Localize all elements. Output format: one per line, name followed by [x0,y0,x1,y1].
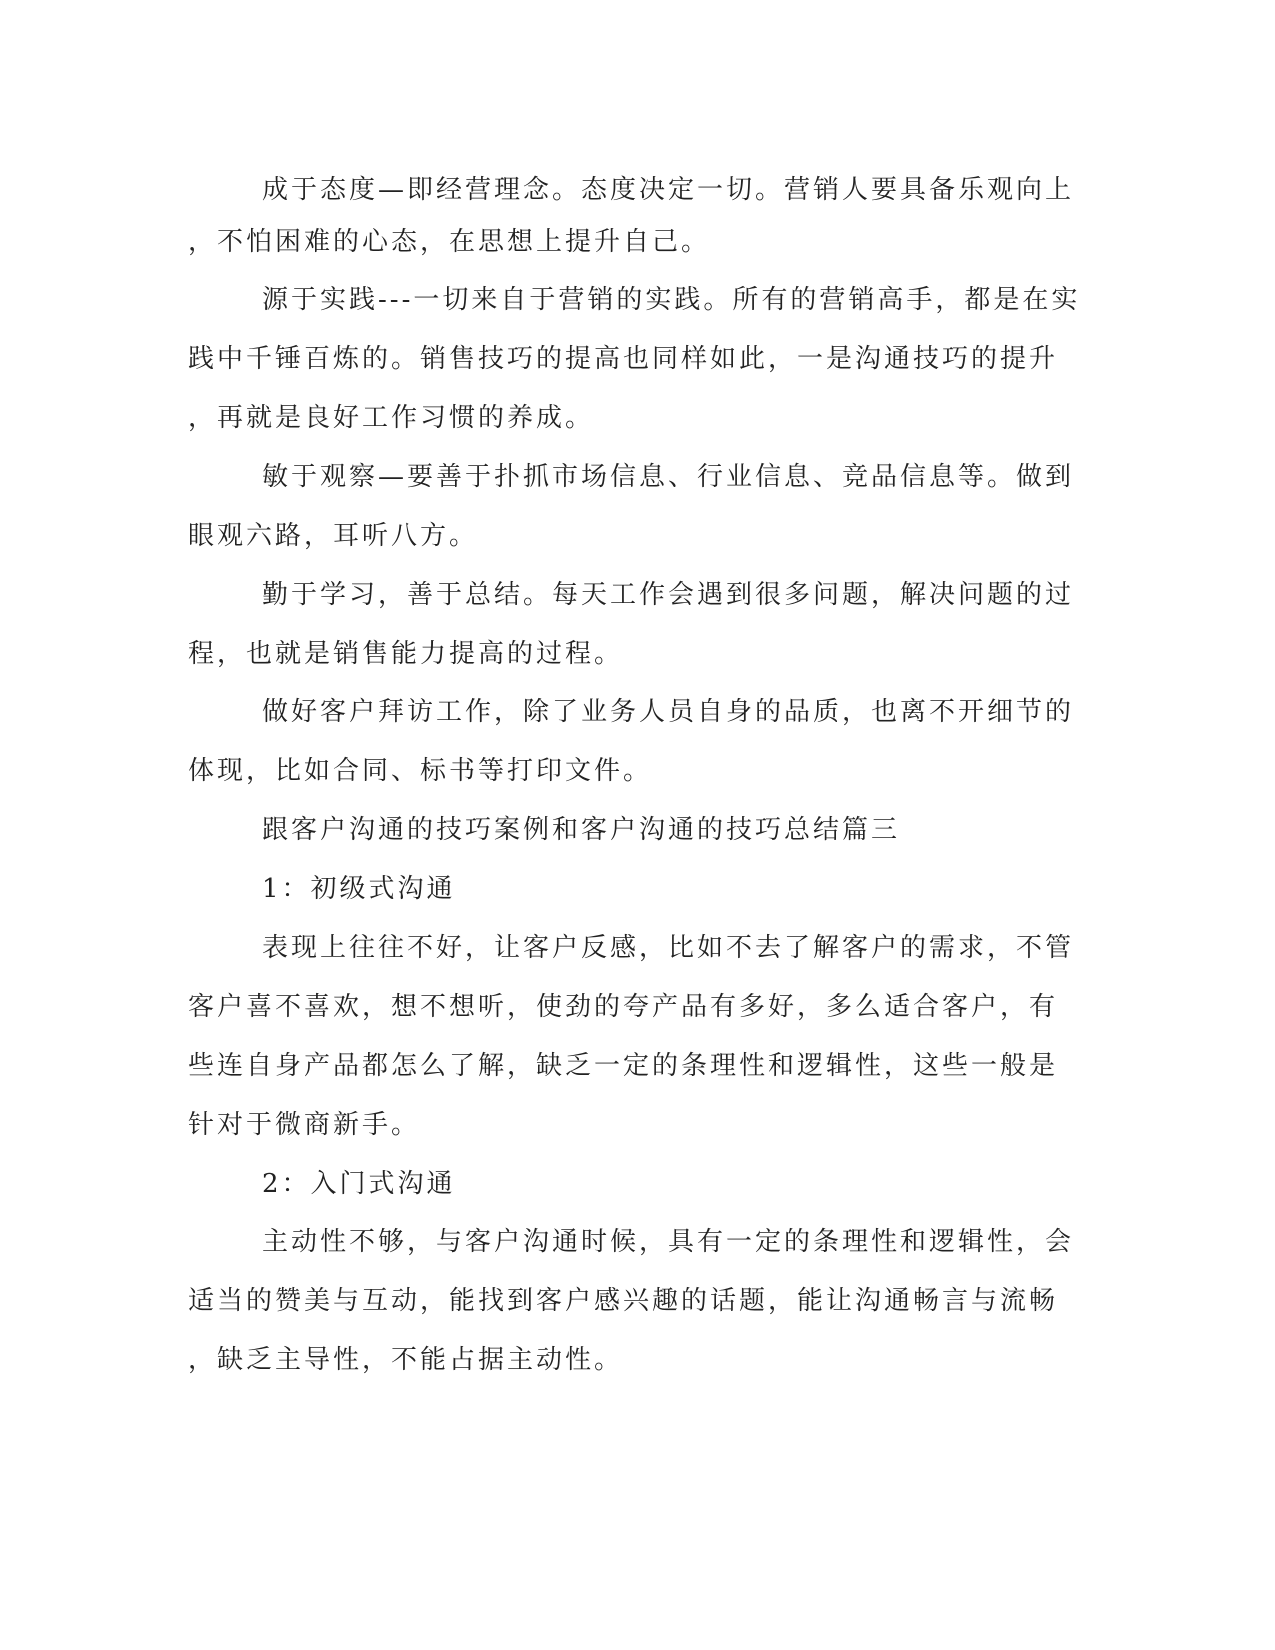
paragraph-line: 体现，比如合同、标书等打印文件。 [188,756,653,786]
paragraph-line: ，再就是良好工作习惯的养成。 [188,403,595,433]
paragraph-line: 主动性不够，与客户沟通时候，具有一定的条理性和逻辑性，会 [262,1227,1075,1257]
paragraph-line: 客户喜不喜欢，想不想听，使劲的夸产品有多好，多么适合客户，有 [188,992,1059,1022]
paragraph-line: 程，也就是销售能力提高的过程。 [188,639,624,669]
paragraph-line: 做好客户拜访工作，除了业务人员自身的品质，也离不开细节的 [262,697,1075,727]
subsection-heading: 2：入门式沟通 [262,1169,456,1199]
section-heading: 跟客户沟通的技巧案例和客户沟通的技巧总结篇三 [262,815,901,845]
paragraph-line: ，不怕困难的心态，在思想上提升自己。 [188,227,711,257]
paragraph-line: 勤于学习，善于总结。每天工作会遇到很多问题，解决问题的过 [262,580,1075,610]
paragraph-line: 针对于微商新手。 [188,1110,421,1140]
paragraph-line: 表现上往往不好，让客户反感，比如不去了解客户的需求，不管 [262,933,1075,963]
paragraph-line: 适当的赞美与互动，能找到客户感兴趣的话题，能让沟通畅言与流畅 [188,1286,1059,1316]
paragraph-line: 成于态度—即经营理念。态度决定一切。营销人要具备乐观向上 [262,175,1075,205]
paragraph-line: ，缺乏主导性，不能占据主动性。 [188,1345,624,1375]
paragraph-line: 些连自身产品都怎么了解，缺乏一定的条理性和逻辑性，这些一般是 [188,1051,1059,1081]
subsection-heading: 1：初级式沟通 [262,874,456,904]
paragraph-line: 眼观六路，耳听八方。 [188,521,479,551]
paragraph-line: 践中千锤百炼的。销售技巧的提高也同样如此，一是沟通技巧的提升 [188,344,1059,374]
paragraph-line: 源于实践---一切来自于营销的实践。所有的营销高手，都是在实 [262,285,1081,315]
paragraph-line: 敏于观察—要善于扑抓市场信息、行业信息、竞品信息等。做到 [262,462,1075,492]
